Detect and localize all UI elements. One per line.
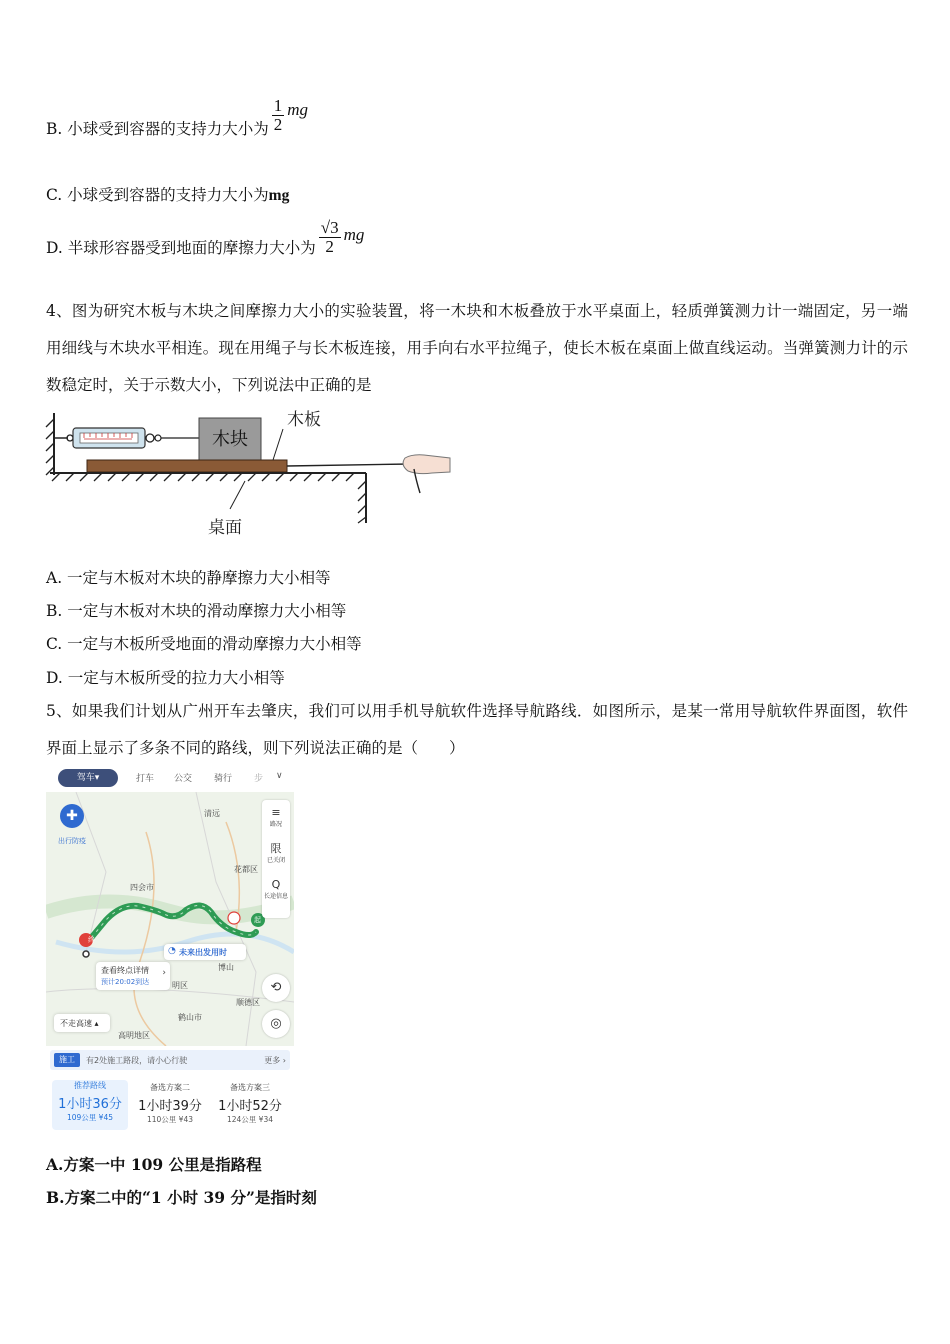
table-label: 桌面 [208, 518, 242, 538]
q4-option-d: D. 一定与木板所受的拉力大小相等 [46, 669, 285, 687]
q4-option-b: B. 一定与木板对木块的滑动摩擦力大小相等 [46, 602, 347, 620]
traffic-icon: ≡ [271, 806, 281, 819]
chevron-down-icon[interactable]: ∨ [276, 771, 283, 781]
frac-denominator: 2 [325, 236, 334, 256]
map-label-heshan: 鹤山市 [178, 1013, 202, 1022]
route-map[interactable] [46, 792, 294, 1046]
option-c-text: C. 小球受到容器的支持力大小为 [46, 186, 269, 204]
drive-mode-pill[interactable]: 驾车▾ [58, 769, 118, 787]
question-4-stem: 4、图为研究木板与木块之间摩擦力大小的实验装置，将一木块和木板叠放于水平桌面上，轻质弹簧测力计一端固定，另一端用细线与木块水平相连。现在用绳子与长木板连接，用手向右水平拉绳子，使长木板在桌面上做直线运动。当弹簧测力计的示数稳定时，关于示数大小，下列说法中正确的是 [46, 302, 908, 394]
route-time: 1小时36分 [58, 1097, 122, 1112]
var-mg: mg [343, 225, 365, 244]
route-option-3[interactable] [212, 1082, 288, 1125]
restriction-tool-label: 已关闭 [266, 857, 285, 864]
tab-walk[interactable]: 步 [254, 774, 264, 784]
clock-icon: ◔ [168, 946, 176, 956]
traffic-tool[interactable] [262, 806, 290, 828]
route-distance-cost: 124公里 ¥34 [226, 1115, 273, 1124]
long-trip-tool-label: 长途信息 [263, 893, 288, 900]
option-b-text: B. 小球受到容器的支持力大小为 [46, 120, 269, 138]
navigation-app-screenshot [46, 766, 294, 1138]
avoid-highway-label: 不走高速 ▴ [60, 1019, 99, 1028]
board-label: 木板 [287, 410, 321, 430]
mode-tabs-bar [46, 766, 294, 792]
route-time: 1小时39分 [138, 1099, 202, 1114]
option-d-q3 [46, 217, 365, 277]
traffic-tool-label: 路况 [269, 821, 282, 828]
route-label: 推荐路线 [74, 1081, 106, 1090]
tab-bus[interactable]: 公交 [174, 774, 193, 784]
start-marker[interactable]: 起 [254, 916, 261, 924]
map-label-gaoming: 高明地区 [118, 1031, 150, 1040]
epidemic-badge[interactable] [52, 804, 92, 847]
construction-more-link[interactable]: 更多 › [264, 1056, 286, 1065]
tab-cycle[interactable]: 骑行 [214, 774, 233, 784]
restriction-icon: 限 [270, 842, 282, 855]
q5-option-b: B.方案二中的“1 小时 39 分”是指时刻 [46, 1188, 317, 1207]
destination-detail-title: 查看终点详情 [101, 966, 149, 975]
future-departure-chip[interactable] [164, 944, 246, 960]
map-label-qingyuan: 清远 [204, 809, 220, 818]
avoid-highway-toggle[interactable] [54, 1014, 110, 1032]
restriction-tool[interactable] [262, 842, 290, 864]
map-label-ming-district: 明区 [172, 981, 188, 990]
refresh-icon: ⟲ [270, 980, 282, 995]
fraction-sqrt3-half [319, 219, 341, 256]
tab-taxi[interactable]: 打车 [136, 774, 155, 784]
q5-option-a: A.方案一中 109 公里是指路程 [46, 1155, 262, 1174]
map-label-huadu: 花都区 [234, 865, 258, 874]
map-label-shunde: 顺德区 [236, 998, 260, 1007]
construction-badge: 施工 [54, 1053, 80, 1067]
fraction-one-half [272, 97, 285, 134]
destination-detail-card[interactable] [96, 962, 170, 990]
route-options [50, 1076, 290, 1136]
route-distance-cost: 110公里 ¥43 [146, 1115, 193, 1124]
friction-experiment-figure [40, 405, 460, 540]
locate-button[interactable] [262, 1010, 290, 1038]
frac-numerator: √3 [320, 217, 339, 237]
option-c-q3 [46, 185, 289, 206]
q4-option-a: A. 一定与木板对木块的静摩擦力大小相等 [46, 569, 331, 587]
shield-icon: ✚ [60, 804, 84, 828]
search-icon: Q [271, 878, 281, 891]
route-option-1[interactable] [52, 1080, 128, 1130]
var-mg: mg [268, 187, 290, 204]
friction-diagram [40, 405, 460, 540]
q4-option-c: C. 一定与木板所受地面的滑动摩擦力大小相等 [46, 635, 362, 653]
future-departure-label: 未来出发用时 [179, 948, 227, 957]
map-label-foshan: 博山 [218, 963, 234, 972]
map-label-sihui: 四会市 [130, 883, 154, 892]
map-tools [262, 800, 290, 918]
epidemic-badge-label: 出行防疫 [58, 837, 86, 845]
route-distance-cost: 109公里 ¥45 [66, 1113, 113, 1122]
option-b-q3 [46, 95, 309, 158]
option-d-text: D. 半球形容器受到地面的摩擦力大小为 [46, 239, 316, 257]
construction-text: 有2处施工路段，请小心行驶 [86, 1056, 188, 1065]
route-label: 备选方案三 [230, 1083, 270, 1092]
locate-icon: ◎ [270, 1016, 282, 1031]
question-5-stem: 5、如果我们计划从广州开车去肇庆，我们可以用手机导航软件选择导航路线．如图所示，是某一常用导航软件界面图，软件界面上显示了多条不同的路线，则下列说法正确的是（ ） [46, 702, 908, 757]
chevron-right-icon: › [162, 968, 166, 978]
route-label: 备选方案二 [150, 1083, 190, 1092]
route-time: 1小时52分 [218, 1099, 282, 1114]
end-marker[interactable]: 终 [88, 936, 95, 944]
refresh-route-button[interactable] [262, 974, 290, 1002]
block-label: 木块 [212, 429, 248, 450]
frac-numerator: 1 [273, 95, 283, 115]
construction-notice[interactable] [50, 1050, 290, 1070]
destination-eta: 预计20:02到达 [101, 978, 150, 986]
frac-denominator: 2 [273, 114, 283, 134]
long-trip-tool[interactable] [262, 878, 290, 900]
var-mg: mg [287, 100, 309, 119]
route-option-2[interactable] [132, 1082, 208, 1125]
